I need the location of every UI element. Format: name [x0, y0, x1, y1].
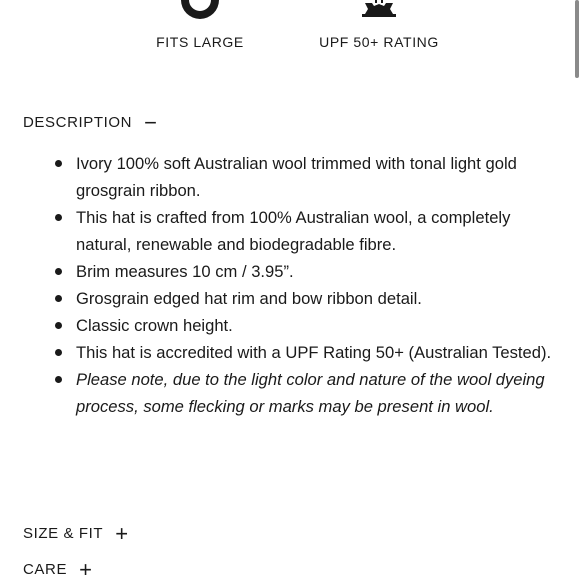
list-item-note — [0, 366, 570, 420]
care-accordion-header[interactable] — [23, 557, 93, 580]
list-item — [0, 150, 570, 204]
feature-highlights — [0, 0, 580, 60]
list-item-text: This hat is accredited with a UPF Rating 50+ (Australian Tested). — [76, 343, 552, 362]
list-item — [0, 339, 570, 366]
list-item — [0, 258, 570, 285]
expand-plus-icon[interactable]: + — [79, 557, 93, 580]
care-title: CARE — [23, 561, 68, 578]
bullet-icon — [55, 160, 62, 167]
expand-plus-icon[interactable]: + — [115, 521, 129, 546]
list-item-text: This hat is crafted from 100% Australian wool, a completely natural, renewable and biodegradable fibre. — [76, 208, 511, 254]
bullet-icon — [55, 322, 62, 329]
list-item — [0, 204, 570, 258]
size-fit-title: SIZE & FIT — [23, 525, 104, 542]
description-list — [0, 150, 570, 420]
bullet-icon — [55, 268, 62, 275]
list-item-text: Please note, due to the light color and nature of the wool dyeing process, some flecking or marks may be present in wool. — [76, 370, 545, 416]
bullet-icon — [55, 349, 62, 356]
fits-large-icon — [178, 0, 222, 22]
bullet-icon — [55, 214, 62, 221]
list-item — [0, 285, 570, 312]
list-item-text: Ivory 100% soft Australian wool trimmed with tonal light gold grosgrain ribbon. — [76, 154, 517, 200]
collapse-minus-icon[interactable]: − — [144, 110, 158, 135]
size-fit-accordion-header[interactable] — [23, 521, 129, 546]
sun-rating-icon — [357, 0, 401, 18]
feature-label: UPF 50+ RATING — [319, 34, 439, 50]
feature-label: FITS LARGE — [156, 34, 244, 50]
bullet-icon — [55, 376, 62, 383]
list-item — [0, 312, 570, 339]
bullet-icon — [55, 295, 62, 302]
description-title: DESCRIPTION — [23, 114, 133, 131]
list-item-text: Brim measures 10 cm / 3.95”. — [76, 262, 294, 281]
description-accordion-header[interactable] — [23, 110, 158, 135]
list-item-text: Classic crown height. — [76, 316, 233, 335]
list-item-text: Grosgrain edged hat rim and bow ribbon detail. — [76, 289, 422, 308]
